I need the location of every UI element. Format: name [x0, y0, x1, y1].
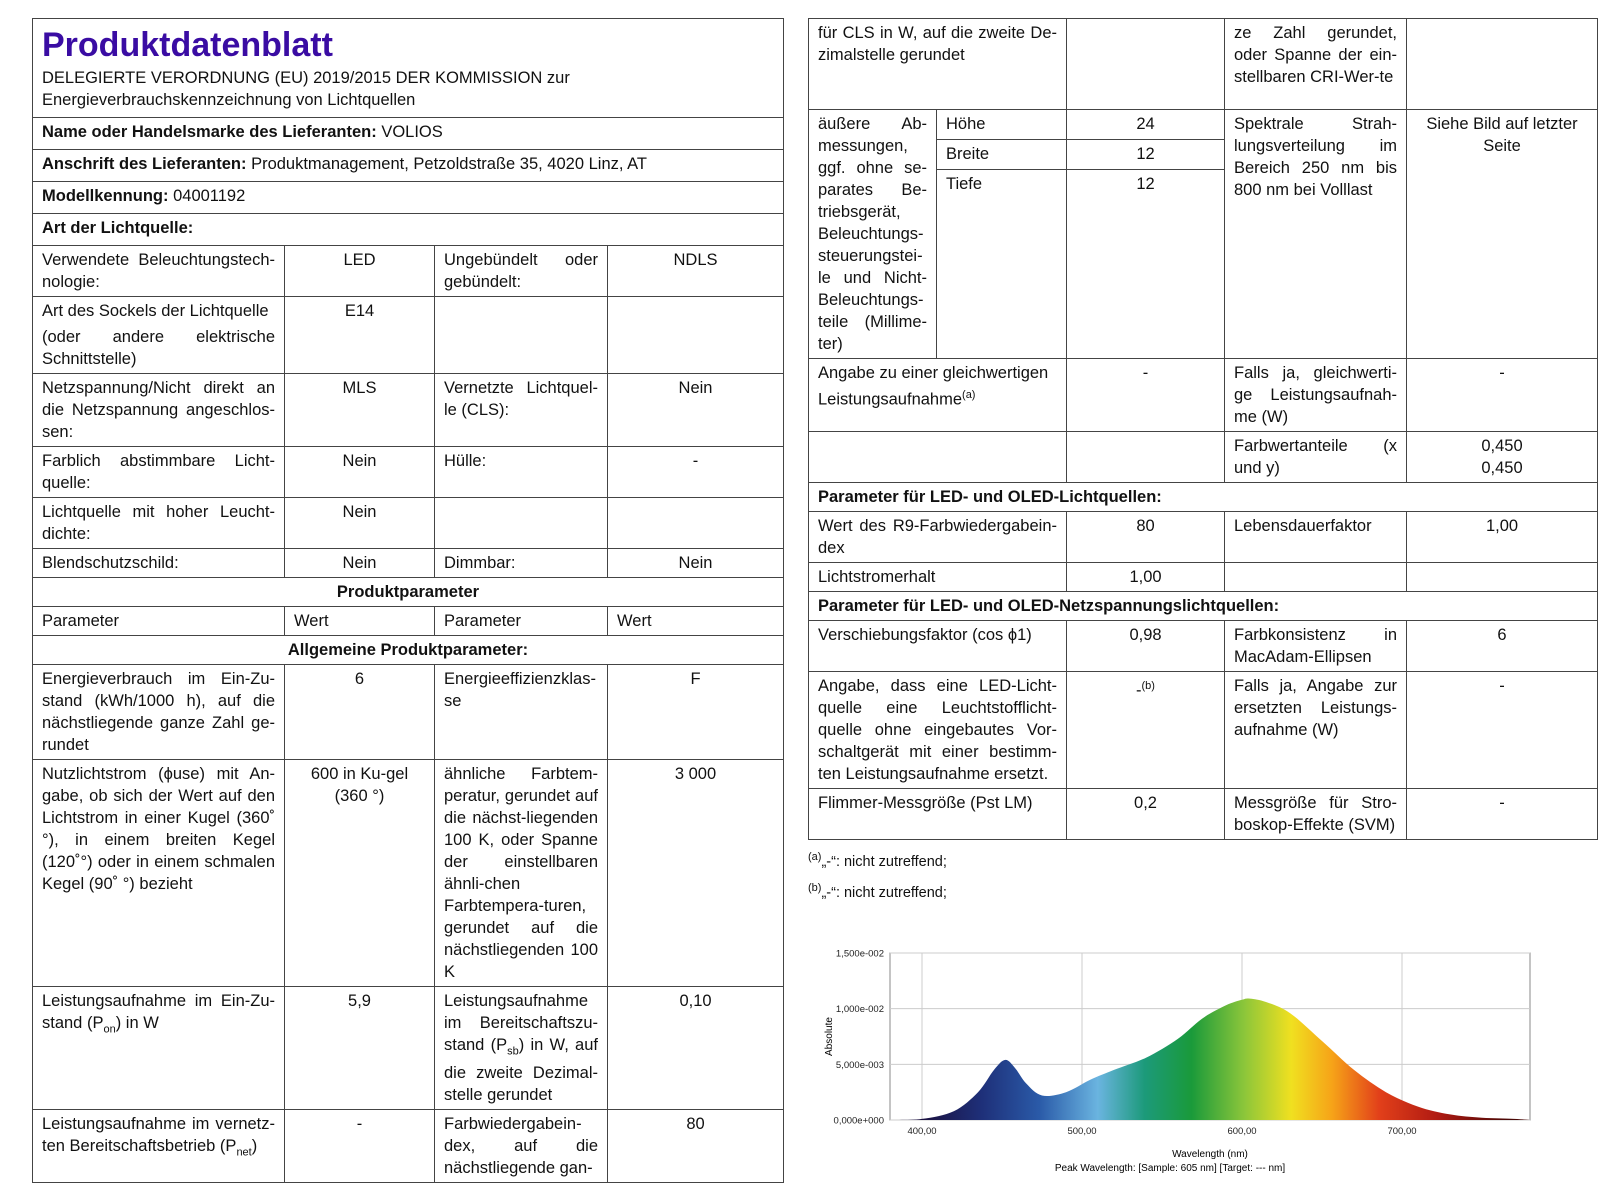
socket-label — [33, 297, 285, 374]
table-row — [33, 636, 784, 665]
pon-value: 5,9 — [285, 987, 435, 1110]
pnet-value: - — [285, 1110, 435, 1183]
dims-label: äußere Ab-messungen, ggf. ohne se-parates Be-triebsgerät, Beleuchtungs-steuerungstei-le und Nicht-Beleuchtungs-teile (Millime-ter) — [809, 110, 937, 359]
envelope-value: - — [608, 447, 784, 498]
pf-label: Verschiebungsfaktor (cos ϕ1) — [809, 621, 1067, 672]
depth-value: 12 — [1067, 170, 1225, 359]
y-tick-label: 0,000e+000 — [833, 1115, 884, 1127]
cls-value: Nein — [608, 374, 784, 447]
table-row — [809, 672, 1598, 789]
y-tick-label: 5,000e-003 — [835, 1059, 884, 1071]
mains-value: MLS — [285, 374, 435, 447]
table-row — [809, 110, 1598, 140]
tunable-value: Nein — [285, 447, 435, 498]
socket-value: E14 — [285, 297, 435, 374]
empty-cell — [1067, 19, 1225, 110]
psb-subscript: sb — [507, 1045, 519, 1058]
supplier-value: VOLIOS — [381, 123, 443, 141]
bundled-value: NDLS — [608, 246, 784, 297]
table-row — [33, 246, 784, 297]
y-axis-ticks — [834, 949, 884, 1127]
y-tick-label: 1,500e-002 — [835, 948, 884, 960]
pnet-label-unit: ) — [251, 1137, 258, 1156]
table-row — [33, 297, 784, 374]
maint-label: Lichtstromerhalt — [809, 563, 1067, 592]
regulation-line-2: Energieverbrauchskennzeichnung von Lichtquellen — [42, 91, 416, 109]
psb-label — [435, 987, 608, 1110]
pon-label-unit: ) in W — [115, 1014, 159, 1032]
address-label: Anschrift des Lieferanten: — [42, 155, 247, 173]
mains-params-heading: Parameter für LED- und OLED-Netzspannungslichtquellen: — [809, 592, 1598, 621]
replace-label: Angabe, dass eine LED-Licht-quelle eine Leuchtstofflicht-quelle ohne eingebautes Vor-schaltgerät mit einer bestimm-ten Leistungsaufnahme ersetzt. — [809, 672, 1067, 789]
eclass-value: F — [608, 665, 784, 760]
width-label: Breite — [937, 140, 1067, 170]
table-row — [809, 19, 1598, 110]
flicker-label: Flimmer-Messgröße (Pst LM) — [809, 789, 1067, 840]
replace-value-text: - — [1136, 681, 1142, 700]
table-row — [809, 592, 1598, 621]
table-row — [33, 760, 784, 987]
highlum-label: Lichtquelle mit hoher Leucht-dichte: — [33, 498, 285, 549]
height-value: 24 — [1067, 110, 1225, 140]
flux-label: Nutzlichtstrom (ϕuse) mit An-gabe, ob sich der Wert auf den Lichtstrom in einer Kugel (360˚ °), in einem breiten Kegel (120˚°) oder in einem schmalen Kegel (90˚ °) bezieht — [33, 760, 285, 987]
empty-cell — [1225, 563, 1407, 592]
table-row — [809, 621, 1598, 672]
energy-label: Energieverbrauch im Ein-Zu-stand (kWh/1000 h), auf die nächstliegende ganze Zahl ge-rundet — [33, 665, 285, 760]
table-row — [809, 432, 1598, 483]
chroma-label: Farbwertanteile (x und y) — [1225, 432, 1407, 483]
ifyes-power-label: Falls ja, gleichwerti-ge Leistungsaufnah-me (W) — [1225, 359, 1407, 432]
cri-value: 80 — [608, 1110, 784, 1183]
bundled-label: Ungebündelt oder gebündelt: — [435, 246, 608, 297]
socket-label-extra: (oder andere elektrische Schnittstelle) — [42, 328, 275, 368]
equiv-label-text: Angabe zu einer gleichwertigen Leistungsaufnahme — [818, 364, 1049, 409]
chroma-x-value: 0,450 — [1481, 437, 1523, 455]
empty-cell — [435, 297, 608, 374]
x-axis-label: Wavelength (nm) — [1172, 1149, 1248, 1160]
lifetime-label: Lebensdauerfaktor — [1225, 512, 1407, 563]
envelope-label: Hülle: — [435, 447, 608, 498]
empty-cell — [435, 498, 608, 549]
equiv-value: - — [1067, 359, 1225, 432]
glare-label: Blendschutzschild: — [33, 549, 285, 578]
pon-subscript: on — [103, 1023, 116, 1036]
header-table — [32, 18, 784, 246]
glare-value: Nein — [285, 549, 435, 578]
table-row — [809, 512, 1598, 563]
y-axis-label: Absolute — [824, 1017, 835, 1056]
replace-power-label: Falls ja, Angabe zur ersetzten Leistungs-aufnahme (W) — [1225, 672, 1407, 789]
replace-footnote-ref: (b) — [1141, 680, 1155, 692]
flux-value: 600 in Ku-gel (360 °) — [285, 760, 435, 987]
equiv-footnote-ref: (a) — [962, 389, 976, 401]
empty-cell — [1407, 563, 1598, 592]
chroma-value — [1407, 432, 1598, 483]
footnote-b-marker: (b) — [808, 881, 822, 894]
pf-value: 0,98 — [1067, 621, 1225, 672]
right-column — [808, 18, 1598, 906]
general-params-heading: Allgemeine Produktparameter: — [33, 636, 784, 665]
replace-value — [1067, 672, 1225, 789]
spectral-label: Spektrale Strah-lungsverteilung im Bereich 250 nm bis 800 nm bei Volllast — [1225, 110, 1407, 359]
led-params-heading: Parameter für LED- und OLED-Lichtquellen: — [809, 483, 1598, 512]
table-row — [809, 483, 1598, 512]
empty-cell — [1067, 432, 1225, 483]
dim-label: Dimmbar: — [435, 549, 608, 578]
tech-label: Verwendete Beleuchtungstech-nologie: — [33, 246, 285, 297]
width-value: 12 — [1067, 140, 1225, 170]
regulation-line-1: DELEGIERTE VERORDNUNG (EU) 2019/2015 DER KOMMISSION zur — [42, 69, 570, 87]
pnet-label-text: Leistungsaufnahme im vernetz-ten Bereitschaftsbetrieb (P — [42, 1115, 275, 1156]
x-tick-label: 500,00 — [1067, 1126, 1097, 1137]
energy-value: 6 — [285, 665, 435, 760]
continued-right-cell: ze Zahl gerundet, oder Spanne der ein-stellbaren CRI-Wer-te — [1225, 19, 1407, 110]
table-row — [33, 374, 784, 447]
col-header-param: Parameter — [435, 607, 608, 636]
table-row — [809, 359, 1598, 432]
strobo-label: Messgröße für Stro-boskop-Effekte (SVM) — [1225, 789, 1407, 840]
pon-label — [33, 987, 285, 1110]
strobo-value: - — [1407, 789, 1598, 840]
replace-power-value: - — [1407, 672, 1598, 789]
x-tick-label: 400,00 — [907, 1126, 937, 1137]
eclass-label: Energieeffizienzklas-se — [435, 665, 608, 760]
pnet-subscript: net — [236, 1146, 252, 1159]
footnote-a-marker: (a) — [808, 851, 822, 863]
light-source-table — [32, 245, 784, 1183]
ifyes-power-value: - — [1407, 359, 1598, 432]
empty-cell — [608, 498, 784, 549]
model-value: 04001192 — [173, 187, 246, 205]
empty-cell — [809, 432, 1067, 483]
lifetime-value: 1,00 — [1407, 512, 1598, 563]
empty-cell — [608, 297, 784, 374]
table-row — [809, 563, 1598, 592]
col-header-value: Wert — [285, 607, 435, 636]
dim-value: Nein — [608, 549, 784, 578]
table-row — [33, 1110, 784, 1183]
supplier-label: Name oder Handelsmarke des Lieferanten: — [42, 123, 377, 141]
spectrum-area — [890, 998, 1530, 1120]
x-tick-label: 700,00 — [1387, 1126, 1417, 1137]
maint-value: 1,00 — [1067, 563, 1225, 592]
empty-cell — [1407, 19, 1598, 110]
cct-value: 3 000 — [608, 760, 784, 987]
table-row — [33, 498, 784, 549]
footnote-b — [808, 875, 1598, 906]
table-row — [33, 607, 784, 636]
table-row — [33, 578, 784, 607]
address-value: Produktmanagement, Petzoldstraße 35, 4020 Linz, AT — [251, 155, 647, 173]
flicker-value: 0,2 — [1067, 789, 1225, 840]
x-axis-ticks — [907, 1126, 1416, 1137]
r9-label: Wert des R9-Farbwiedergabein-dex — [809, 512, 1067, 563]
equiv-label — [809, 359, 1067, 432]
consistency-value: 6 — [1407, 621, 1598, 672]
footnote-a-text: „-“: nicht zutreffend; — [821, 853, 947, 870]
cct-label: ähnliche Farbtem-peratur, gerundet auf die nächst-liegenden 100 K, oder Spanne der einstellbaren ähnli-chen Farbtempera-turen, gerundet auf die nächstliegenden 100 K — [435, 760, 608, 987]
footnote-a — [808, 844, 1598, 875]
spectral-value: Siehe Bild auf letzter Seite — [1407, 110, 1598, 359]
table-row — [809, 789, 1598, 840]
psb-label-text: Leistungsaufnahme im Bereitschaftszu-stand (P — [444, 992, 598, 1054]
table-row — [33, 987, 784, 1110]
page-title: Produktdatenblatt — [42, 26, 333, 64]
mains-label: Netzspannung/Nicht direkt an die Netzspannung angeschlos-sen: — [33, 374, 285, 447]
footnote-b-text: „-“: nicht zutreffend; — [821, 884, 947, 901]
light-source-heading: Art der Lichtquelle: — [42, 219, 194, 237]
consistency-label: Farbkonsistenz in MacAdam-Ellipsen — [1225, 621, 1407, 672]
chart-caption: Peak Wavelength: [Sample: 605 nm] [Target: --- nm] — [1054, 1163, 1286, 1174]
continued-left-cell: für CLS in W, auf die zweite De-zimalstelle gerundet — [809, 19, 1067, 110]
socket-label-line: Art des Sockels der Lichtquelle — [42, 302, 269, 320]
height-label: Höhe — [937, 110, 1067, 140]
table-row — [33, 447, 784, 498]
pon-label-text: Leistungsaufnahme im Ein-Zu-stand (P — [42, 992, 275, 1032]
col-header-value: Wert — [608, 607, 784, 636]
table-row — [33, 665, 784, 760]
psb-label-unit: ) in W, auf die zweite Dezimal-stelle gerundet — [444, 1036, 598, 1105]
tunable-label: Farblich abstimmbare Licht-quelle: — [33, 447, 285, 498]
r9-value: 80 — [1067, 512, 1225, 563]
right-table — [808, 18, 1598, 840]
x-tick-label: 600,00 — [1227, 1126, 1257, 1137]
product-params-heading: Produktparameter — [33, 578, 784, 607]
psb-value: 0,10 — [608, 987, 784, 1110]
depth-label: Tiefe — [937, 170, 1067, 359]
pnet-label — [33, 1110, 285, 1183]
model-label: Modellkennung: — [42, 187, 169, 205]
cls-label: Vernetzte Lichtquel-le (CLS): — [435, 374, 608, 447]
spectral-distribution-chart — [812, 945, 1612, 1195]
tech-value: LED — [285, 246, 435, 297]
cri-label: Farbwiedergabein-dex, auf die nächstliegende gan- — [435, 1110, 608, 1183]
y-tick-label: 1,000e-002 — [835, 1004, 884, 1016]
table-row — [33, 549, 784, 578]
highlum-value: Nein — [285, 498, 435, 549]
col-header-param: Parameter — [33, 607, 285, 636]
chroma-y-value: 0,450 — [1481, 459, 1523, 477]
left-column — [32, 18, 784, 1183]
